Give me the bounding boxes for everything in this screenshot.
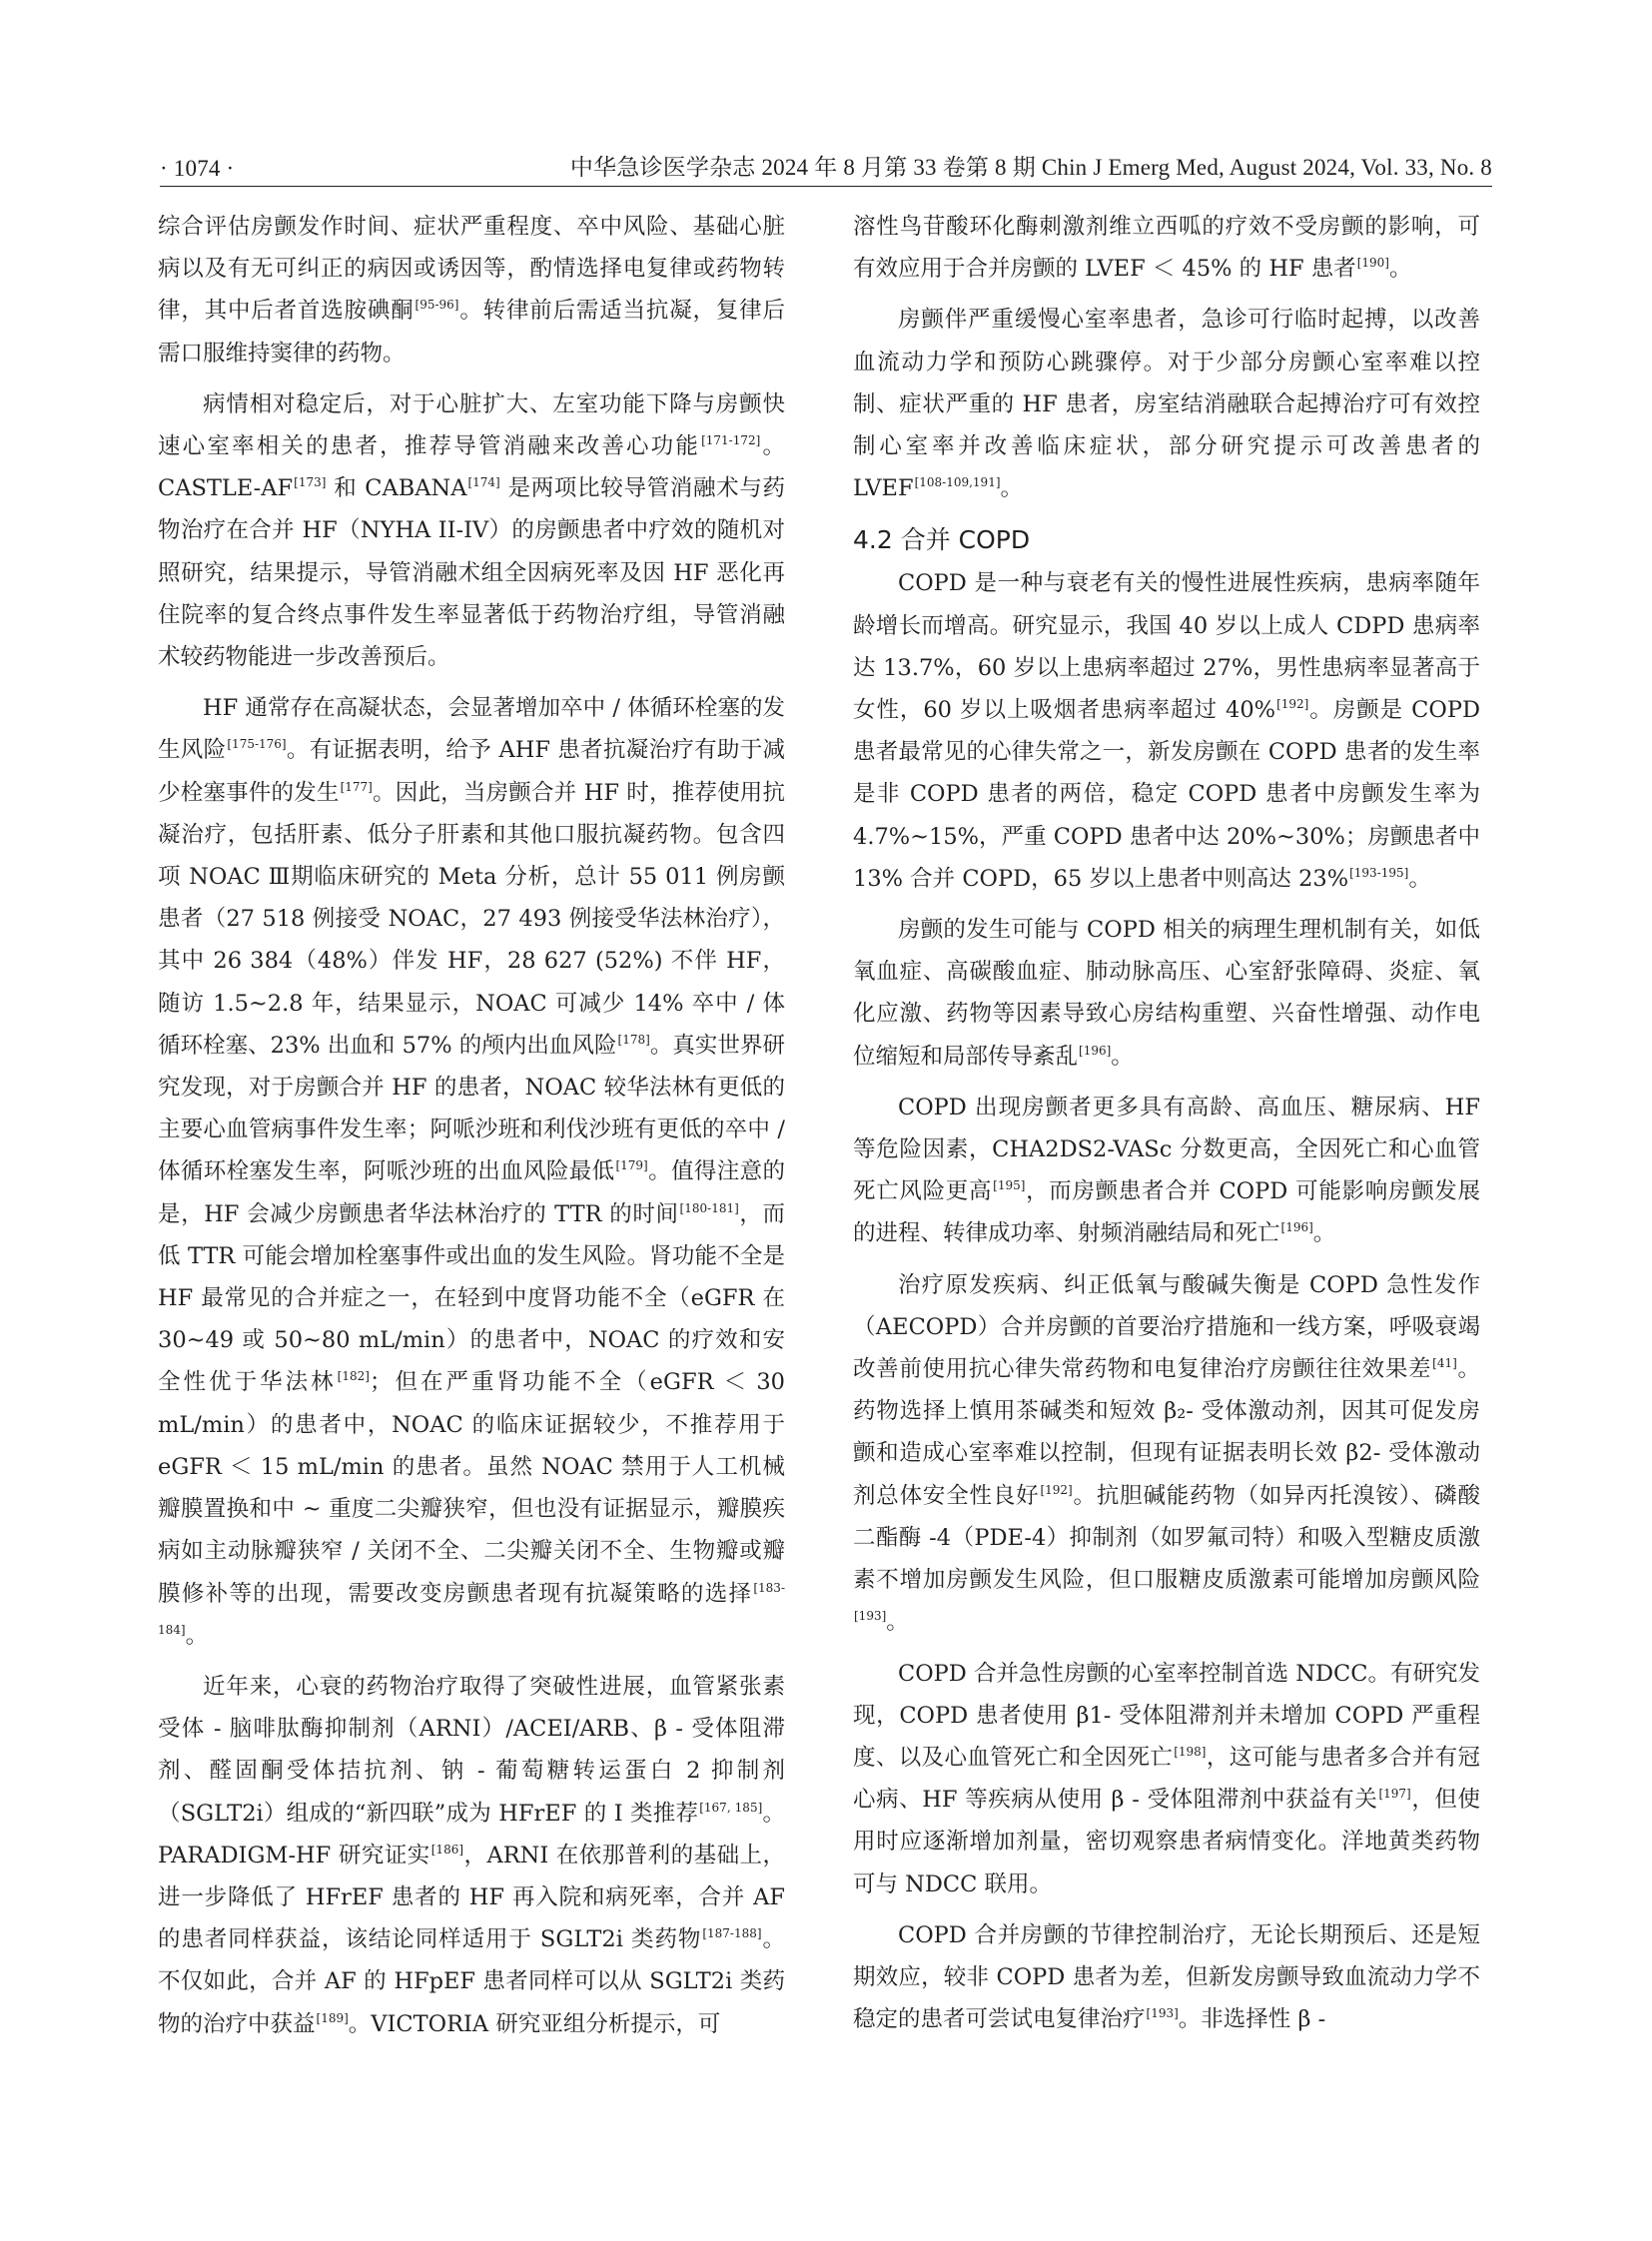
- paragraph: COPD 出现房颤者更多具有高龄、高血压、糖尿病、HF 等危险因素，CHA2DS2-VASc 分数更高，全因死亡和心血管死亡风险更高[195]，而房颤患者合并 COPD 可能影响房颤发展的进程、转律成功率、射频消融结局和死亡[196]。: [853, 1094, 1480, 1247]
- paragraph: COPD 合并急性房颤的心室率控制首选 NDCC。有研究发现，COPD 患者使用 β1- 受体阻滞剂并未增加 COPD 严重程度、以及心血管死亡和全因死亡[198]，这可能与患者多合并有冠心病、HF 等疾病从使用 β - 受体阻滞剂中获益有关[197]，但使用时应逐渐增加剂量，密切观察患者病情变化。洋地黄类药物可与 NDCC 联用。: [853, 1660, 1480, 1897]
- citation-ref: [189]: [316, 2010, 349, 2025]
- journal-citation: 中华急诊医学杂志 2024 年 8 月第 33 卷第 8 期 Chin J Emerg Med, August 2024, Vol. 33, No. 8: [569, 155, 1492, 180]
- citation-ref: [186]: [430, 1842, 464, 1857]
- citation-ref: [171-172]: [701, 433, 761, 448]
- paragraph: 病情相对稳定后，对于心脏扩大、左室功能下降与房颤快速心室率相关的患者，推荐导管消融来改善心功能[171-172]。CASTLE-AF[173] 和 CABANA[174] 是两项比较导管消融术与药物治疗在合并 HF（NYHA II-IV）的房颤患者中疗效的随机对照研究，结果提示，导管消融术组全因病死率及因 HF 恶化再住院率的复合终点事件发生率显著低于药物治疗组，导管消融术较药物能进一步改善预后。: [158, 390, 785, 671]
- citation-ref: [41]: [1432, 1356, 1457, 1371]
- paragraph: 房颤的发生可能与 COPD 相关的病理生理机制有关，如低氧血症、高碳酸血症、肺动脉高压、心室舒张障碍、炎症、氧化应激、药物等因素导致心房结构重塑、兴奋性增强、动作电位缩短和局部传导紊乱[196]。: [853, 917, 1480, 1070]
- citation-ref: [190]: [1356, 256, 1389, 271]
- citation-ref: [180-181]: [679, 1200, 739, 1215]
- citation-ref: [197]: [1378, 1787, 1411, 1802]
- citation-ref: [177]: [340, 779, 373, 794]
- citation-ref: [174]: [467, 475, 500, 490]
- right-column: [853, 206, 1480, 2153]
- paragraph: 治疗原发疾病、纠正低氧与酸碱失衡是 COPD 急性发作（AECOPD）合并房颤的首要治疗措施和一线方案，呼吸衰竭改善前使用抗心律失常药物和电复律治疗房颤往往效果差[41]。药物选择上慎用茶碱类和短效 β₂- 受体激动剂，因其可促发房颤和造成心室率难以控制，但现有证据表明长效 β2- 受体激动剂总体安全性良好[192]。抗胆碱能药物（如异丙托溴铵）、磷酸二酯酶 -4（PDE-4）抑制剂（如罗氟司特）和吸入型糖皮质激素不增加房颤发生风险，但口服糖皮质激素可能增加房颤风险[193]。: [853, 1271, 1480, 1636]
- citation-ref: [193]: [1146, 2006, 1179, 2021]
- citation-ref: [196]: [1079, 1043, 1112, 1058]
- paragraph: 综合评估房颤发作时间、症状严重程度、卒中风险、基础心脏病以及有无可纠正的病因或诱因等，酌情选择电复律或药物转律，其中后者首选胺碘酮[95-96]。转律前后需适当抗凝，复律后需口服维持窦律的药物。: [158, 214, 785, 367]
- paragraph: 溶性鸟苷酸环化酶刺激剂维立西呱的疗效不受房颤的影响，可有效应用于合并房颤的 LVEF ＜ 45% 的 HF 患者[190]。: [853, 214, 1480, 283]
- page-number: · 1074 ·: [160, 156, 235, 181]
- citation-ref: [178]: [617, 1032, 650, 1047]
- citation-ref: [179]: [615, 1158, 648, 1173]
- citation-ref: [195]: [993, 1178, 1026, 1193]
- citation-ref: [173]: [294, 475, 327, 490]
- citation-ref: [187-188]: [702, 1926, 762, 1941]
- paragraph: 房颤伴严重缓慢心室率患者，急诊可行临时起搏，以改善血流动力学和预防心跳骤停。对于少部分房颤心室率难以控制、症状严重的 HF 患者，房室结消融联合起搏治疗可有效控制心室率并改善临床症状，部分研究提示可改善患者的 LVEF[108-109,191]。: [853, 307, 1480, 502]
- section-heading: 4.2 合并 COPD: [853, 525, 1031, 555]
- paragraph: COPD 合并房颤的节律控制治疗，无论长期预后、还是短期效应，较非 COPD 患者为差，但新发房颤导致血流动力学不稳定的患者可尝试电复律治疗[193]。非选择性 β -: [853, 1921, 1480, 2033]
- citation-ref: [192]: [1276, 697, 1309, 712]
- citation-ref: [198]: [1174, 1744, 1207, 1759]
- citation-ref: [167, 185]: [699, 1800, 763, 1815]
- left-column: [158, 206, 785, 2153]
- citation-ref: [192]: [1040, 1482, 1073, 1497]
- citation-ref: [175-176]: [227, 737, 287, 752]
- citation-ref: [108-109,191]: [914, 475, 1001, 490]
- citation-ref: [193]: [854, 1609, 887, 1624]
- running-header: [160, 142, 1492, 187]
- citation-ref: [193-195]: [1349, 865, 1409, 880]
- citation-ref: [196]: [1280, 1220, 1313, 1235]
- citation-ref: [183-184]: [158, 1580, 785, 1637]
- citation-ref: [182]: [337, 1369, 370, 1384]
- paragraph: 近年来，心衰的药物治疗取得了突破性进展，血管紧张素受体 - 脑啡肽酶抑制剂（ARNI）/ACEI/ARB、β - 受体阻滞剂、醛固酮受体拮抗剂、钠 - 葡萄糖转运蛋白 2 抑制剂（SGLT2i）组成的“新四联”成为 HFrEF 的 I 类推荐[167, 185]。PARADIGM-HF 研究证实[186]，ARNI 在依那普利的基础上，进一步降低了 HFrEF 患者的 HF 再入院和病死率，合并 AF 的患者同样获益，该结论同样适用于 SGLT2i 类药物[187-188]。不仅如此，合并 AF 的 HFpEF 患者同样可以从 SGLT2i 类药物的治疗中获益[189]。VICTORIA 研究亚组分析提示，可: [158, 1673, 785, 2037]
- paragraph: HF 通常存在高凝状态，会显著增加卒中 / 体循环栓塞的发生风险[175-176]。有证据表明，给予 AHF 患者抗凝治疗有助于减少栓塞事件的发生[177]。因此，当房颤合并 HF 时，推荐使用抗凝治疗，包括肝素、低分子肝素和其他口服抗凝药物。包含四项 NOAC Ⅲ期临床研究的 Meta 分析，总计 55 011 例房颤患者（27 518 例接受 NOAC，27 493 例接受华法林治疗），其中 26 384（48%）伴发 HF，28 627 (52%) 不伴 HF，随访 1.5~2.8 年，结果显示，NOAC 可减少 14% 卒中 / 体循环栓塞、23% 出血和 57% 的颅内出血风险[178]。真实世界研究发现，对于房颤合并 HF 的患者，NOAC 较华法林有更低的主要心血管病事件发生率；阿哌沙班和利伐沙班有更低的卒中 / 体循环栓塞发生率，阿哌沙班的出血风险最低[179]。值得注意的是，HF 会减少房颤患者华法林治疗的 TTR 的时间[180-181]，而低 TTR 可能会增加栓塞事件或出血的发生风险。肾功能不全是 HF 最常见的合并症之一，在轻到中度肾功能不全（eGFR 在 30~49 或 50~80 mL/min）的患者中，NOAC 的疗效和安全性优于华法林[182]；但在严重肾功能不全（eGFR ＜ 30 mL/min）的患者中，NOAC 的临床证据较少，不推荐用于 eGFR ＜ 15 mL/min 的患者。虽然 NOAC 禁用于人工机械瓣膜置换和中 ~ 重度二尖瓣狭窄，但也没有证据显示，瓣膜疾病如主动脉瓣狭窄 / 关闭不全、二尖瓣关闭不全、生物瓣或瓣膜修补等的出现，需要改变房颤患者现有抗凝策略的选择[183-184]。: [158, 695, 785, 1649]
- citation-ref: [95-96]: [414, 298, 459, 313]
- paragraph: COPD 是一种与衰老有关的慢性进展性疾病，患病率随年龄增长而增高。研究显示，我国 40 岁以上成人 CDPD 患病率达 13.7%，60 岁以上患病率超过 27%，男性患病率显著高于女性，60 岁以上吸烟者患病率超过 40%[192]。房颤是 COPD 患者最常见的心律失常之一，新发房颤在 COPD 患者的发生率是非 COPD 患者的两倍，稳定 COPD 患者中房颤发生率为 4.7%~15%，严重 COPD 患者中达 20%~30%；房颤患者中 13% 合并 COPD，65 岁以上患者中则高达 23%[193-195]。: [853, 570, 1480, 892]
